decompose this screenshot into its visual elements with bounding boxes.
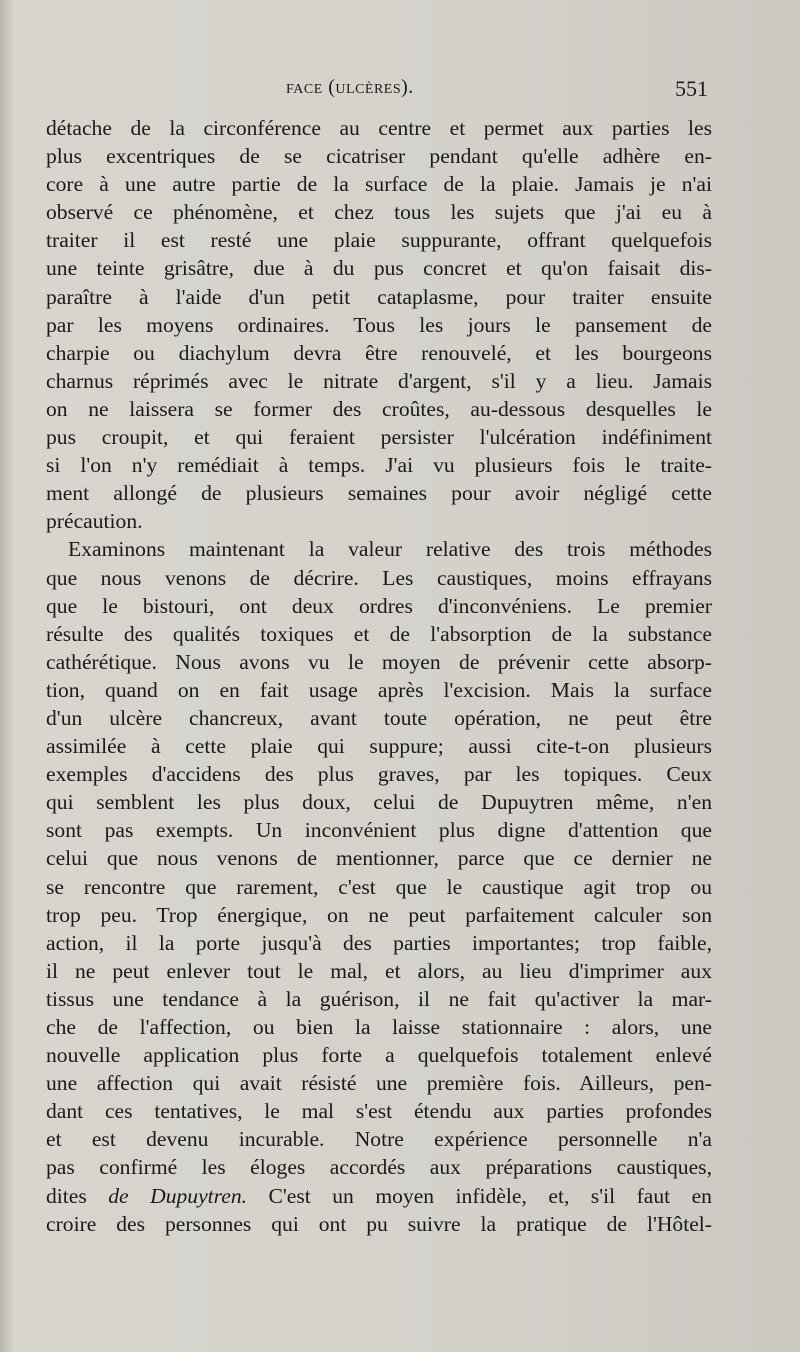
text-line: charpie ou diachylum devra être renouvelé, et les bourgeons — [46, 340, 712, 365]
text-line: par les moyens ordinaires. Tous les jours le pansement de — [46, 312, 712, 337]
text-line: qui semblent les plus doux, celui de Dupuytren même, n'en — [46, 790, 712, 815]
text-line: tion, quand on en fait usage après l'excision. Mais la surface — [46, 677, 712, 702]
text-line: il ne peut enlever tout le mal, et alors, au lieu d'imprimer aux — [46, 958, 712, 983]
text-line — [46, 1182, 712, 1210]
text-fragment: C'est un moyen infidèle, et, s'il faut en — [247, 1183, 712, 1208]
text-line: cathérétique. Nous avons vu le moyen de prévenir cette absorp- — [46, 649, 712, 674]
text-line: traiter il est resté une plaie suppurante, offrant quelquefois — [46, 228, 712, 253]
text-line: que le bistouri, ont deux ordres d'inconvéniens. Le premier — [46, 593, 712, 618]
running-head-title: face — [286, 76, 323, 98]
text-line: exemples d'accidens des plus graves, par les topiques. Ceux — [46, 762, 712, 787]
paragraph-1 — [46, 114, 712, 535]
text-line: trop peu. Trop énergique, on ne peut parfaitement calculer son — [46, 902, 712, 927]
running-head — [286, 76, 414, 99]
text-line: Examinons maintenant la valeur relative des trois méthodes — [68, 537, 712, 562]
paragraph-2 — [46, 535, 712, 1237]
text-line: tissus une tendance à la guérison, il ne fait qu'activer la mar- — [46, 986, 712, 1011]
text-line: paraître à l'aide d'un petit cataplasme, pour traiter ensuite — [46, 284, 712, 309]
text-line: dant ces tentatives, le mal s'est étendu aux parties profondes — [46, 1099, 712, 1124]
text-line: celui que nous venons de mentionner, parce que ce dernier ne — [46, 846, 712, 871]
text-line: charnus réprimés avec le nitrate d'argent, s'il y a lieu. Jamais — [46, 368, 712, 393]
text-line: se rencontre que rarement, c'est que le caustique agit trop ou — [46, 874, 712, 899]
page-number: 551 — [675, 76, 708, 101]
text-line: action, il la porte jusqu'à des parties importantes; trop faible, — [46, 930, 712, 955]
page-header — [46, 76, 708, 108]
text-line: et est devenu incurable. Notre expérience personnelle n'a — [46, 1127, 712, 1152]
text-line: précaution. — [46, 509, 143, 534]
text-line: pas confirmé les éloges accordés aux préparations caustiques, — [46, 1155, 712, 1180]
running-head-subtitle: (ulcères). — [328, 76, 414, 98]
text-line: on ne laissera se former des croûtes, au-dessous desquelles le — [46, 396, 712, 421]
text-line: croire des personnes qui ont pu suivre la pratique de l'Hôtel- — [46, 1211, 712, 1236]
text-line: résulte des qualités toxiques et de l'absorption de la substance — [46, 621, 712, 646]
text-fragment: dites — [46, 1183, 109, 1208]
text-line: que nous venons de décrire. Les caustiques, moins effrayans — [46, 565, 712, 590]
text-line: plus excentriques de se cicatriser pendant qu'elle adhère en- — [46, 144, 712, 169]
text-line: assimilée à cette plaie qui suppure; aussi cite-t-on plusieurs — [46, 734, 712, 759]
body-text — [46, 114, 712, 1238]
text-line: nouvelle application plus forte a quelquefois totalement enlevé — [46, 1043, 712, 1068]
text-line: che de l'affection, ou bien la laisse stationnaire : alors, une — [46, 1015, 712, 1039]
text-line: d'un ulcère chancreux, avant toute opération, ne peut être — [46, 705, 712, 730]
italic-reference: de Dupuytren. — [108, 1183, 248, 1208]
text-line: une affection qui avait résisté une première fois. Ailleurs, pen- — [46, 1071, 712, 1096]
text-line: sont pas exempts. Un inconvénient plus digne d'attention que — [46, 818, 712, 843]
text-line: ment allongé de plusieurs semaines pour avoir négligé cette — [46, 481, 712, 506]
text-line: pus croupit, et qui feraient persister l'ulcération indéfiniment — [46, 425, 712, 450]
text-line: si l'on n'y remédiait à temps. J'ai vu plusieurs fois le traite- — [46, 453, 712, 478]
text-line: détache de la circonférence au centre et permet aux parties les — [46, 116, 712, 140]
text-line: observé ce phénomène, et chez tous les sujets que j'ai eu à — [46, 200, 712, 225]
text-line: core à une autre partie de la surface de la plaie. Jamais je n'ai — [46, 172, 712, 197]
text-line: une teinte grisâtre, due à du pus concret et qu'on faisait dis- — [46, 256, 712, 281]
